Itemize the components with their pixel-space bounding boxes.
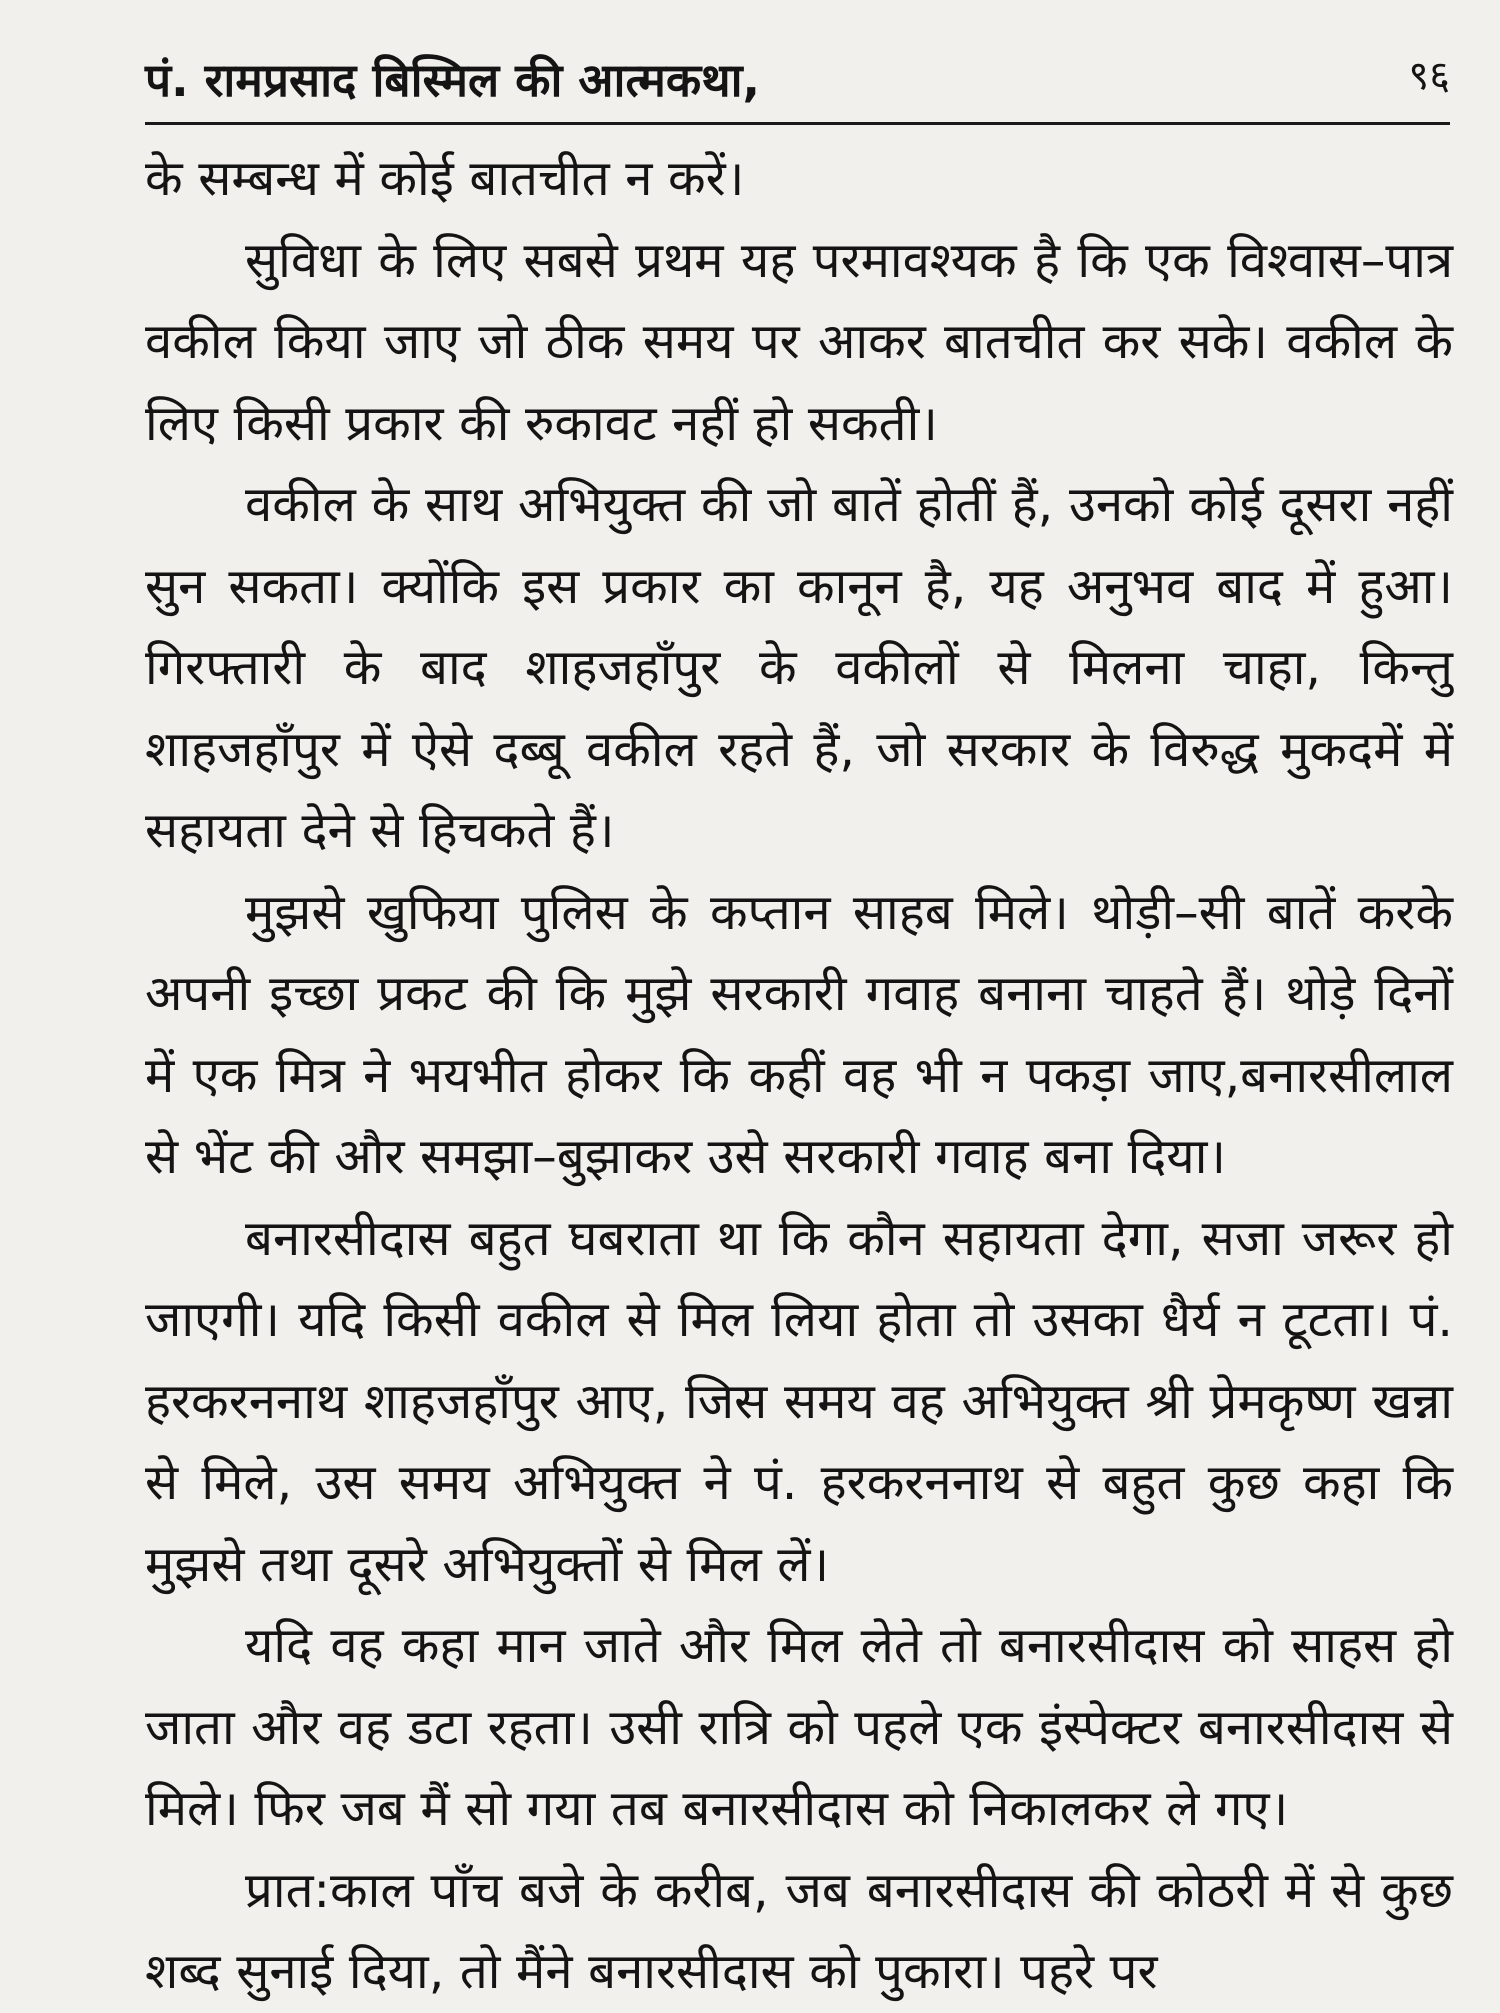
page-header bbox=[145, 38, 1450, 125]
running-title: पं. रामप्रसाद बिस्मिल की आत्मकथा, bbox=[145, 53, 760, 107]
paragraph: सुविधा के लिए सबसे प्रथम यह परमावश्यक है कि एक विश्वास–पात्र वकील किया जाए जो ठीक समय पर आकर बातचीत कर सके। वकील के लिए किसी प्रकार की रुकावट नहीं हो सकती। bbox=[145, 231, 1453, 452]
paragraph: प्रात:काल पाँच बजे के करीब, जब बनारसीदास की कोठरी में से कुछ शब्द सुनाई दिया, तो मैंने बनारसीदास को पुकारा। पहरे पर bbox=[145, 1861, 1453, 2000]
paragraph: वकील के साथ अभियुक्त की जो बातें होतीं हैं, उनको कोई दूसरा नहीं सुन सकता। क्योंकि इस प्रकार का कानून है, यह अनुभव बाद में हुआ। गिरफ्तारी के बाद शाहजहाँपुर के वकीलों से मिलना चाहा, किन्तु शाहजहाँपुर में ऐसे दब्बू वकील रहते हैं, जो सरकार के विरुद्ध मुकदमें में सहायता देने से हिचकते हैं। bbox=[145, 476, 1453, 859]
page-body bbox=[145, 138, 1453, 2013]
paragraph: बनारसीदास बहुत घबराता था कि कौन सहायता देगा, सजा जरूर हो जाएगी। यदि किसी वकील से मिल लिया होता तो उसका धैर्य न टूटता। पं. हरकरननाथ शाहजहाँपुर आए, जिस समय वह अभियुक्त श्री प्रेमकृष्ण खन्ना से मिले, उस समय अभियुक्त ने पं. हरकरननाथ से बहुत कुछ कहा कि मुझसे तथा दूसरे अभियुक्तों से मिल लें। bbox=[145, 1209, 1453, 1593]
paragraph: यदि वह कहा मान जाते और मिल लेते तो बनारसीदास को साहस हो जाता और वह डटा रहता। उसी रात्रि को पहले एक इंस्पेक्टर बनारसीदास से मिले। फिर जब मैं सो गया तब बनारसीदास को निकालकर ले गए। bbox=[145, 1617, 1453, 1837]
paragraph: मुझसे खुफिया पुलिस के कप्तान साहब मिले। थोड़ी–सी बातें करके अपनी इच्छा प्रकट की कि मुझे सरकारी गवाह बनाना चाहते हैं। थोड़े दिनों में एक मित्र ने भयभीत होकर कि कहीं वह भी न पकड़ा जाए,बनारसीलाल से भेंट की और समझा–बुझाकर उसे सरकारी गवाह बना दिया। bbox=[145, 883, 1453, 1185]
paragraph-continued: के सम्बन्ध में कोई बातचीत न करें। bbox=[145, 150, 745, 207]
page-number: ९६ bbox=[1408, 53, 1450, 99]
